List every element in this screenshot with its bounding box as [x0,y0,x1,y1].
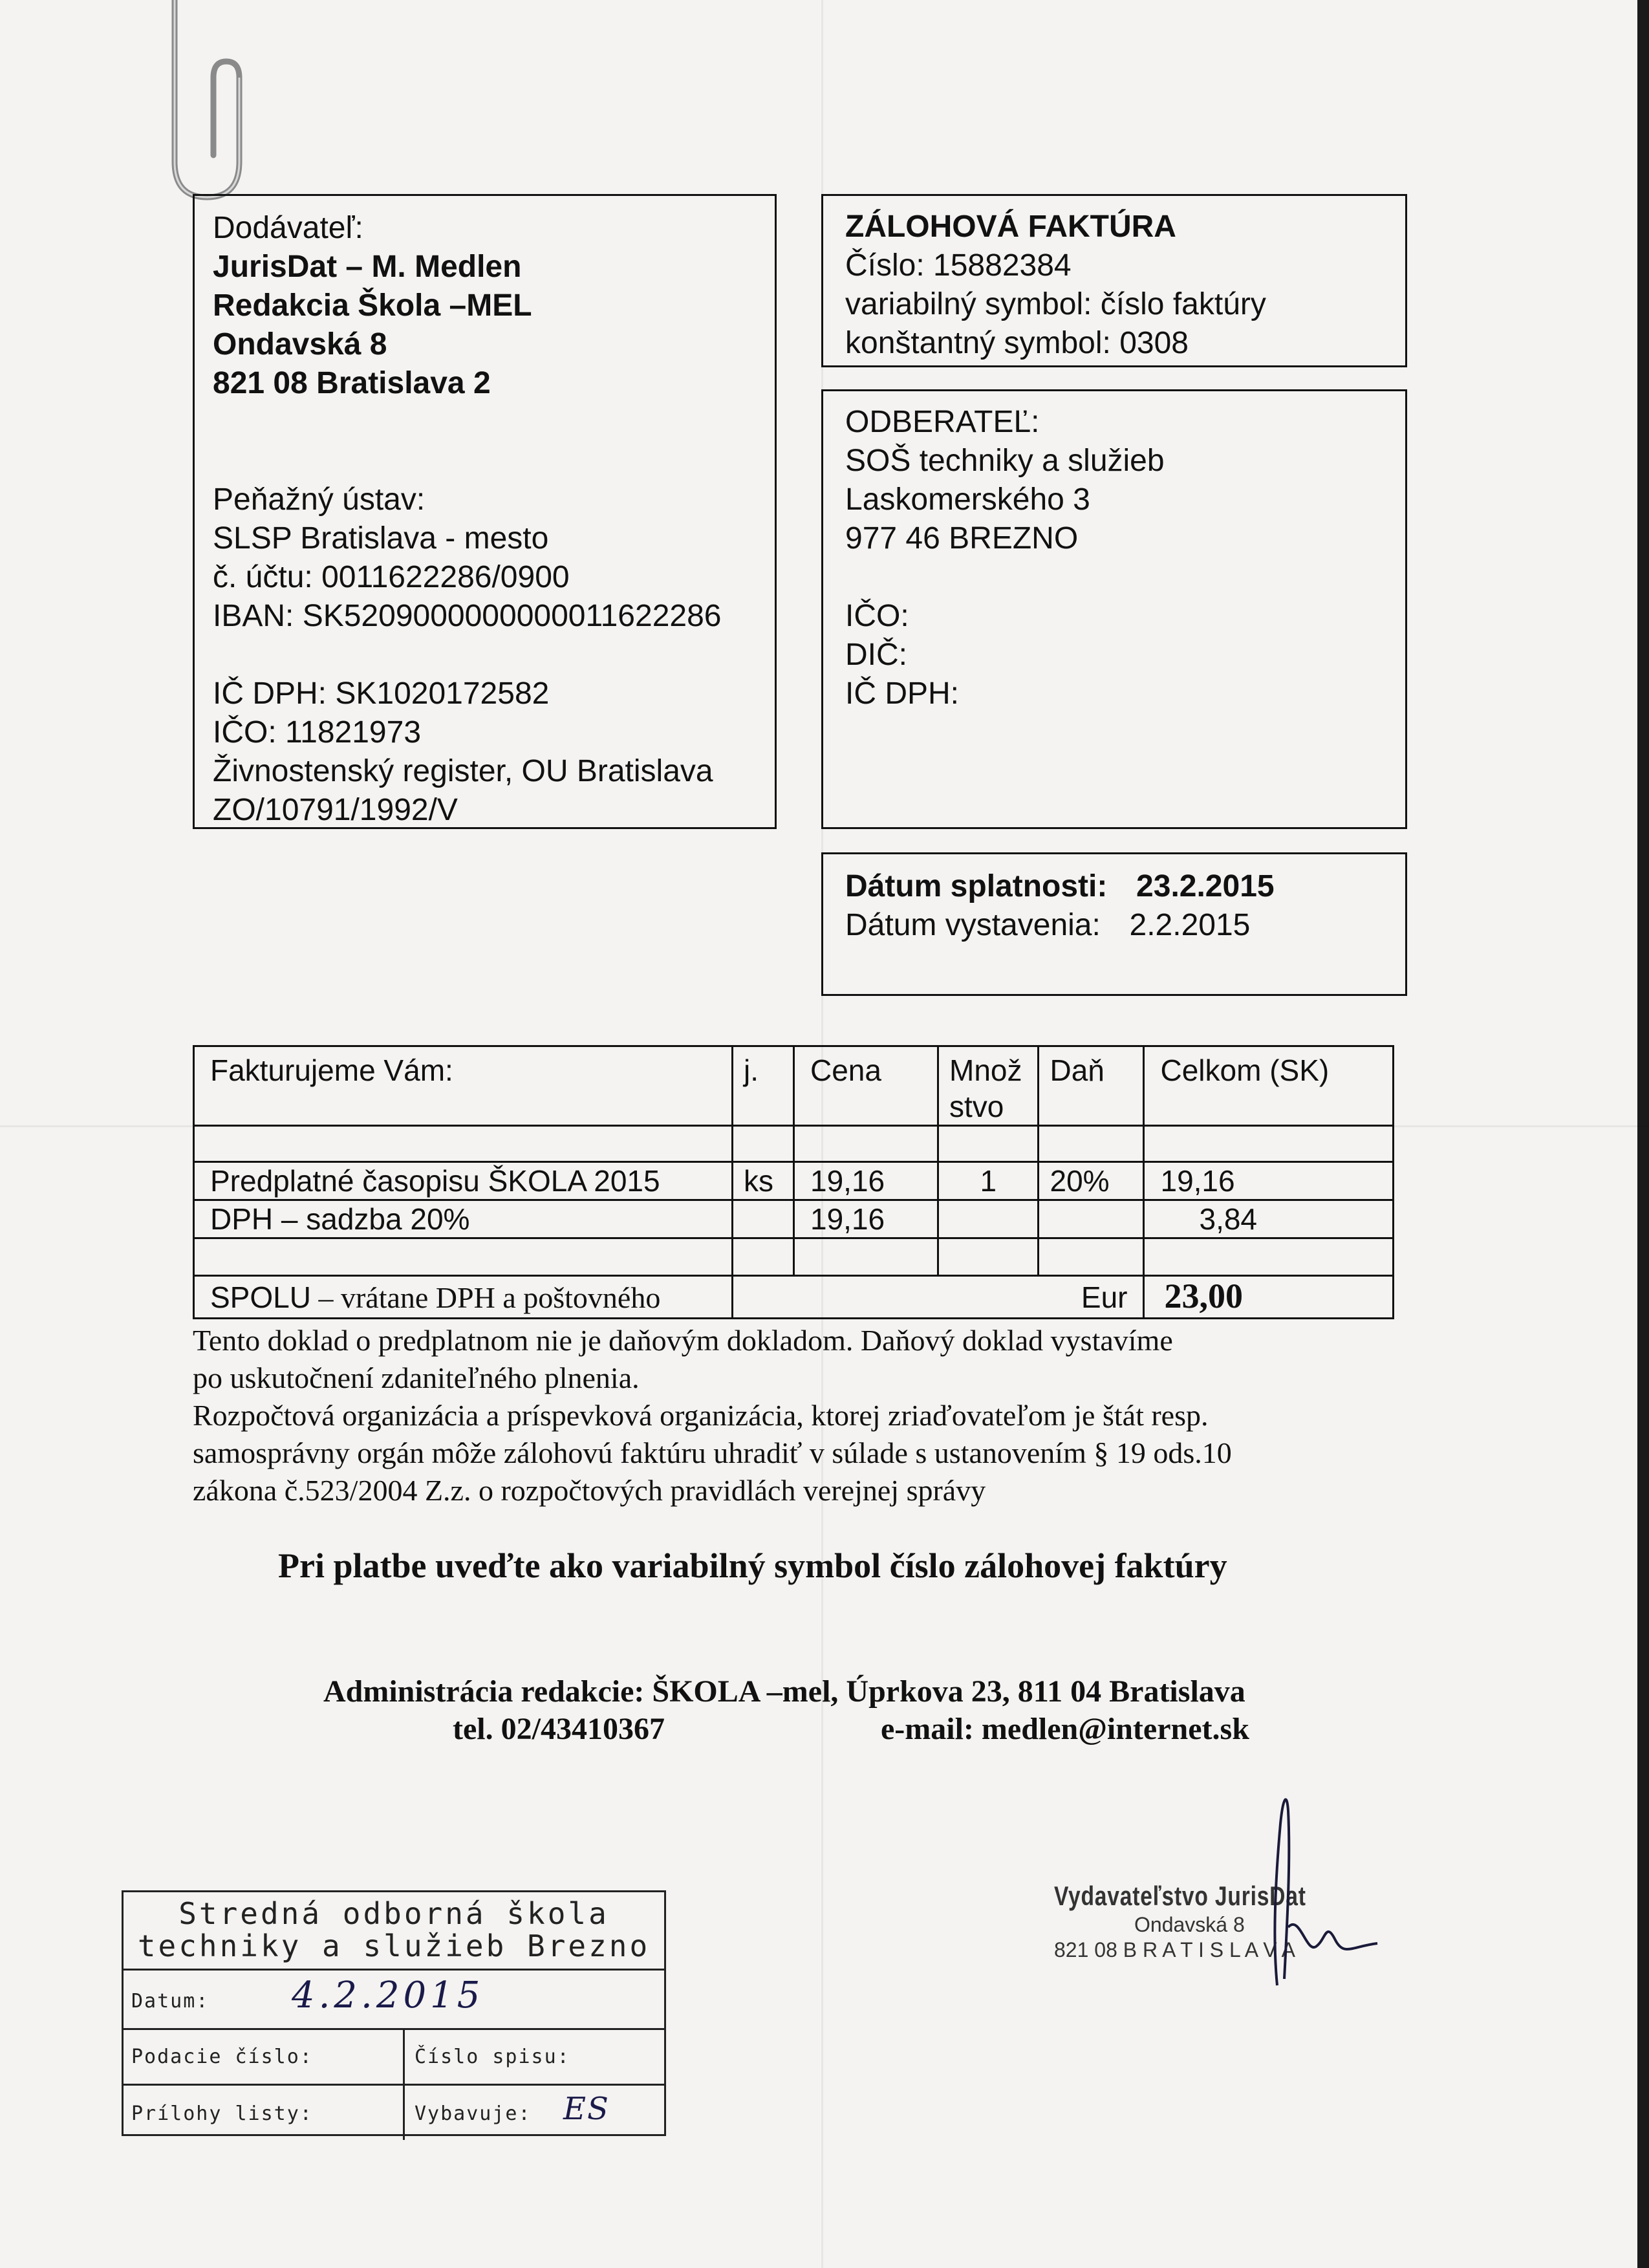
note-line-5: zákona č.523/2004 Z.z. o rozpočtových pravidlách verejnej správy [193,1474,986,1507]
row-desc: DPH – sadzba 20% [194,1200,733,1238]
invoice-number: Číslo: 15882384 [845,248,1072,283]
supplier-street: Ondavská 8 [213,327,387,362]
table-header-row [194,1046,1394,1126]
stamp-prilohy-label: Prílohy listy: [131,2102,313,2125]
row-price: 19,16 [794,1162,938,1200]
customer-dic: DIČ: [845,638,907,672]
stamp-prilohy-row [124,2084,664,2140]
administration-address: Administrácia redakcie: ŠKOLA –mel, Úprkova 23, 811 04 Bratislava [323,1674,1245,1709]
administration-tel: tel. 02/43410367 [453,1712,665,1746]
table-row [194,1162,1394,1200]
row-price: 19,16 [794,1200,938,1238]
row-qty: 1 [938,1162,1039,1200]
due-date-row [845,867,1383,906]
issue-date-value: 2.2.2015 [1129,908,1251,942]
publisher-stamp-line3: 821 08 B R A T I S L A V A [1054,1938,1296,1961]
stamp-date-handwritten: 4.2.2015 [292,1974,484,2016]
stamp-podacie-row [124,2028,664,2086]
header-desc: Fakturujeme Vám: [194,1046,733,1126]
due-date-value: 23.2.2015 [1136,869,1275,903]
stamp-title [124,1892,664,1962]
sum-label-detail: – vrátane DPH a poštovného [310,1281,661,1314]
customer-ico: IČO: [845,599,909,633]
header-qty-line2: stvo [949,1090,1004,1123]
row-tax: 20% [1039,1162,1144,1200]
stamp-title-line1: Stredná odborná škola [178,1896,609,1931]
dates-box [821,852,1407,996]
invoice-header-box [821,194,1407,367]
publisher-stamp-line1: Vydavateľstvo JurisDat [1054,1881,1306,1911]
stamp-vybavuje-handwritten: ES [563,2091,610,2127]
supplier-city: 821 08 Bratislava 2 [213,366,491,400]
publisher-stamp-line2: Ondavská 8 [1134,1913,1245,1936]
items-table [193,1045,1394,1319]
stamp-date-row [124,1969,664,2030]
supplier-name: JurisDat – M. Medlen [213,250,522,284]
administration-email: e-mail: medlen@internet.sk [881,1712,1249,1746]
scan-edge [1637,0,1649,2268]
paper-clip-icon [162,0,252,213]
table-spacer-row [194,1126,1394,1162]
table-sum-row [194,1276,1394,1319]
supplier-label: Dodávateľ: [213,211,363,245]
stamp-divider [403,2086,405,2140]
row-desc: Predplatné časopisu ŠKOLA 2015 [194,1162,733,1200]
header-total: Celkom (SK) [1144,1046,1394,1126]
header-qty [938,1046,1039,1126]
invoice-title: ZÁLOHOVÁ FAKTÚRA [845,210,1176,244]
due-date-label: Dátum splatnosti: [845,869,1108,903]
row-total: 3,84 [1144,1200,1394,1238]
stamp-divider [403,2030,405,2086]
supplier-ico: IČO: 11821973 [213,715,422,750]
supplier-box [193,194,777,829]
sum-label-main: SPOLU [210,1280,311,1314]
header-unit: j. [733,1046,794,1126]
register-number: ZO/10791/1992/V [213,793,458,827]
header-tax: Daň [1039,1046,1144,1126]
customer-box [821,389,1407,829]
stamp-vybavuje-label: Vybavuje: [415,2102,532,2125]
supplier-division: Redakcia Škola –MEL [213,288,532,323]
row-total: 19,16 [1144,1162,1394,1200]
signature-icon [1229,1785,1390,1992]
registry-stamp [122,1890,666,2136]
customer-street: Laskomerského 3 [845,482,1090,517]
payment-instruction: Pri platbe uveďte ako variabilný symbol číslo zálohovej faktúry [278,1546,1227,1585]
customer-city: 977 46 BREZNO [845,521,1079,556]
supplier-vat-id: IČ DPH: SK1020172582 [213,676,550,711]
account-number: č. účtu: 0011622286/0900 [213,560,570,594]
row-qty [938,1200,1039,1238]
trade-register: Živnostenský register, OU Bratislava [213,754,713,788]
iban: IBAN: SK5209000000000011622286 [213,599,722,633]
stamp-cislo-spisu-label: Číslo spisu: [415,2046,570,2068]
sum-label [194,1276,733,1319]
note-line-2: po uskutočnení zdaniteľného plnenia. [193,1361,640,1394]
note-line-3: Rozpočtová organizácia a príspevková organizácia, ktorej zriaďovateľom je štát resp. [193,1399,1209,1432]
header-price: Cena [794,1046,938,1126]
stamp-podacie-label: Podacie číslo: [131,2046,313,2068]
stamp-date-label: Datum: [131,1990,210,2013]
note-line-1: Tento doklad o predplatnom nie je daňovým dokladom. Daňový doklad vystavíme [193,1324,1173,1357]
customer-label: ODBERATEĽ: [845,405,1040,439]
variable-symbol: variabilný symbol: číslo faktúry [845,287,1266,321]
bank-name: SLSP Bratislava - mesto [213,521,549,556]
issue-date-label: Dátum vystavenia: [845,908,1101,942]
header-qty-line1: Množ [949,1053,1022,1087]
table-spacer-row [194,1238,1394,1276]
issue-date-row [845,906,1383,945]
constant-symbol: konštantný symbol: 0308 [845,326,1189,360]
note-line-4: samosprávny orgán môže zálohovú faktúru uhradiť v súlade s ustanovením § 19 ods.10 [193,1436,1232,1469]
sum-value: 23,00 [1144,1276,1394,1319]
customer-vat-id: IČ DPH: [845,676,960,711]
sum-currency: Eur [733,1276,1144,1319]
table-row [194,1200,1394,1238]
customer-name: SOŠ techniky a služieb [845,444,1165,478]
row-unit [733,1200,794,1238]
row-unit: ks [733,1162,794,1200]
row-tax [1039,1200,1144,1238]
stamp-title-line2: techniky a služieb Brezno [137,1928,651,1963]
bank-label: Peňažný ústav: [213,482,426,517]
